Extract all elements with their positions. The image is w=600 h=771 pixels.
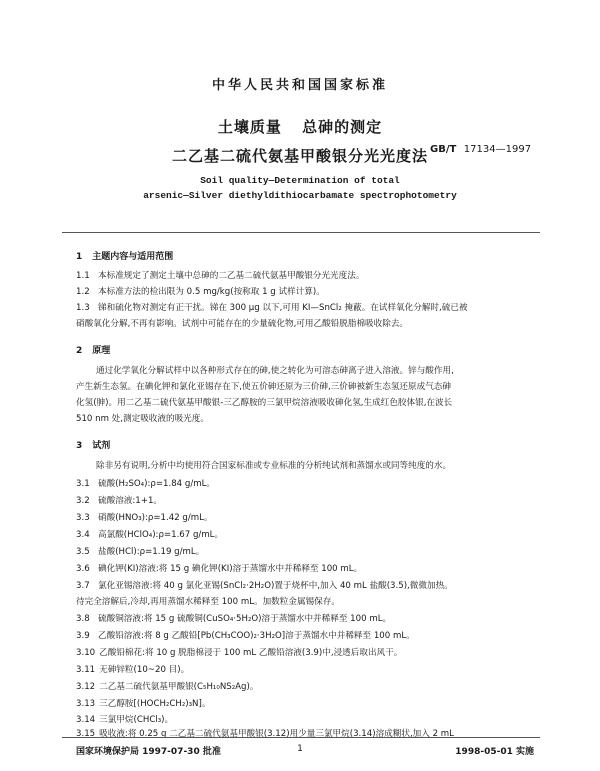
principle-line-3: 化氢(胂)。用二乙基二硫代氨基甲酸银-三乙醇胺的三氯甲烷溶液吸收砷化氢,生成红色胶体银,在波长 xyxy=(76,398,453,408)
title-part-2: 总砷的测定 xyxy=(302,118,383,136)
item-1-2: 1.2 本标准方法的检出限为 0.5 mg/kg(按称取 1 g 试样计算)。 xyxy=(76,287,325,297)
principle-line-1: 通过化学氧化分解试样中以各种形式存在的砷,使之转化为可溶态砷离子进入溶液。锌与酸作用, xyxy=(96,366,454,376)
item-1-3: 1.3 锑和硫化物对测定有正干扰。锑在 300 μg 以下,可用 KI—SnCl₂ 掩蔽。在试样氧化分解时,硫已被 xyxy=(76,303,468,313)
reagent-3-7: 3.7 氯化亚锡溶液:将 40 g 氯化亚锡(SnCl₂·2H₂O)置于烧杯中,加入 40 mL 盐酸(3.5),微微加热。 xyxy=(76,581,453,591)
reagent-3-12: 3.12 二乙基二硫代氨基甲酸银(C₅H₁₀NS₂Ag)。 xyxy=(76,682,259,692)
principle-line-4: 510 nm 处,测定吸收液的吸光度。 xyxy=(76,414,209,424)
reagent-3-8: 3.8 硫酸铜溶液:将 15 g 硫酸铜(CuSO₄·5H₂O)溶于蒸馏水中并稀释至 100 mL。 xyxy=(76,614,392,624)
footer-divider xyxy=(62,737,540,738)
section-3-heading: 3 试剂 xyxy=(76,441,111,451)
english-title xyxy=(0,173,600,203)
reagent-3-9: 3.9 乙酸铅溶液:将 8 g 乙酸铅[Pb(CH₃COO)₂·3H₂O]溶于蒸馏水中并稀释至 100 mL。 xyxy=(76,631,415,641)
title-part-1: 土壤质量 xyxy=(217,118,282,136)
reagent-3-15: 3.15 吸收液:将 0.25 g 二乙基二硫代氨基甲酸银(3.12)用少量三氯甲烷(3.14)溶成糊状,加入 2 mL xyxy=(76,729,454,739)
standard-code-number: 17134—1997 xyxy=(463,144,532,155)
reagent-3-3: 3.3 硝酸(HNO₃):ρ=1.42 g/mL。 xyxy=(76,513,213,523)
reagent-3-11: 3.11 无砷锌粒(10~20 目)。 xyxy=(76,665,190,675)
reagent-3-14: 3.14 三氯甲烷(CHCl₃)。 xyxy=(76,715,174,725)
page-number: 1 xyxy=(297,744,303,754)
title-line-2: 二乙基二硫代氨基甲酸银分光光度法 xyxy=(171,147,428,165)
title-line-1 xyxy=(0,116,600,138)
approval-info: 国家环境保护局 1997-07-30 批准 xyxy=(76,747,221,757)
reagent-3-4: 3.4 高氯酸(HClO₄):ρ=1.67 g/mL。 xyxy=(76,530,224,540)
reagent-3-5: 3.5 盐酸(HCl):ρ=1.19 g/mL。 xyxy=(76,547,205,557)
reagent-3-1: 3.1 硫酸(H₂SO₄):ρ=1.84 g/mL。 xyxy=(76,479,215,489)
item-1-3-cont: 硝酸氧化分解,不再有影响。试剂中可能存在的少量硫化物,可用乙酸铅脱脂棉吸收除去。 xyxy=(76,319,409,329)
title-block xyxy=(0,116,600,166)
english-title-line-1: Soil quality—Determination of total xyxy=(200,175,400,186)
english-title-line-2: arsenic—Silver diethyldithiocarbamate spectrophotometry xyxy=(143,190,457,201)
reagent-3-2: 3.2 硫酸溶液:1+1。 xyxy=(76,496,163,506)
standard-code-label: GB/T xyxy=(430,144,457,155)
principle-line-2: 产生新生态氢。在碘化钾和氯化亚锡存在下,使五价砷还原为三价砷,三价砷被新生态氢还原成气态砷 xyxy=(76,382,451,392)
reagent-3-7-cont: 待完全溶解后,冷却,再用蒸馏水稀释至 100 mL。加数粒金属锡保存。 xyxy=(76,597,340,607)
national-standard-header: 中华人民共和国国家标准 xyxy=(211,78,388,93)
item-1-1: 1.1 本标准规定了测定土壤中总砷的二乙基二硫代氨基甲酸银分光光度法。 xyxy=(76,271,365,281)
section-2-heading: 2 原理 xyxy=(76,346,111,356)
reagent-3-13: 3.13 三乙醇胺[(HOCH₂CH₂)₃N]。 xyxy=(76,699,211,709)
title-divider xyxy=(62,232,540,233)
section-1-heading: 1 主题内容与适用范围 xyxy=(76,252,174,262)
standard-code xyxy=(430,144,531,155)
reagents-intro: 除非另有说明,分析中均使用符合国家标准或专业标准的分析纯试剂和蒸馏水或同等纯度的水。 xyxy=(96,461,452,471)
reagent-3-10: 3.10 乙酸铅棉花:将 10 g 脱脂棉浸于 100 mL 乙酸铅溶液(3.9)中,浸透后取出风干。 xyxy=(76,648,403,658)
reagent-3-6: 3.6 碘化钾(KI)溶液:将 15 g 碘化钾(KI)溶于蒸馏水中并稀释至 100 mL。 xyxy=(76,564,363,574)
implementation-date: 1998-05-01 实施 xyxy=(455,747,534,757)
